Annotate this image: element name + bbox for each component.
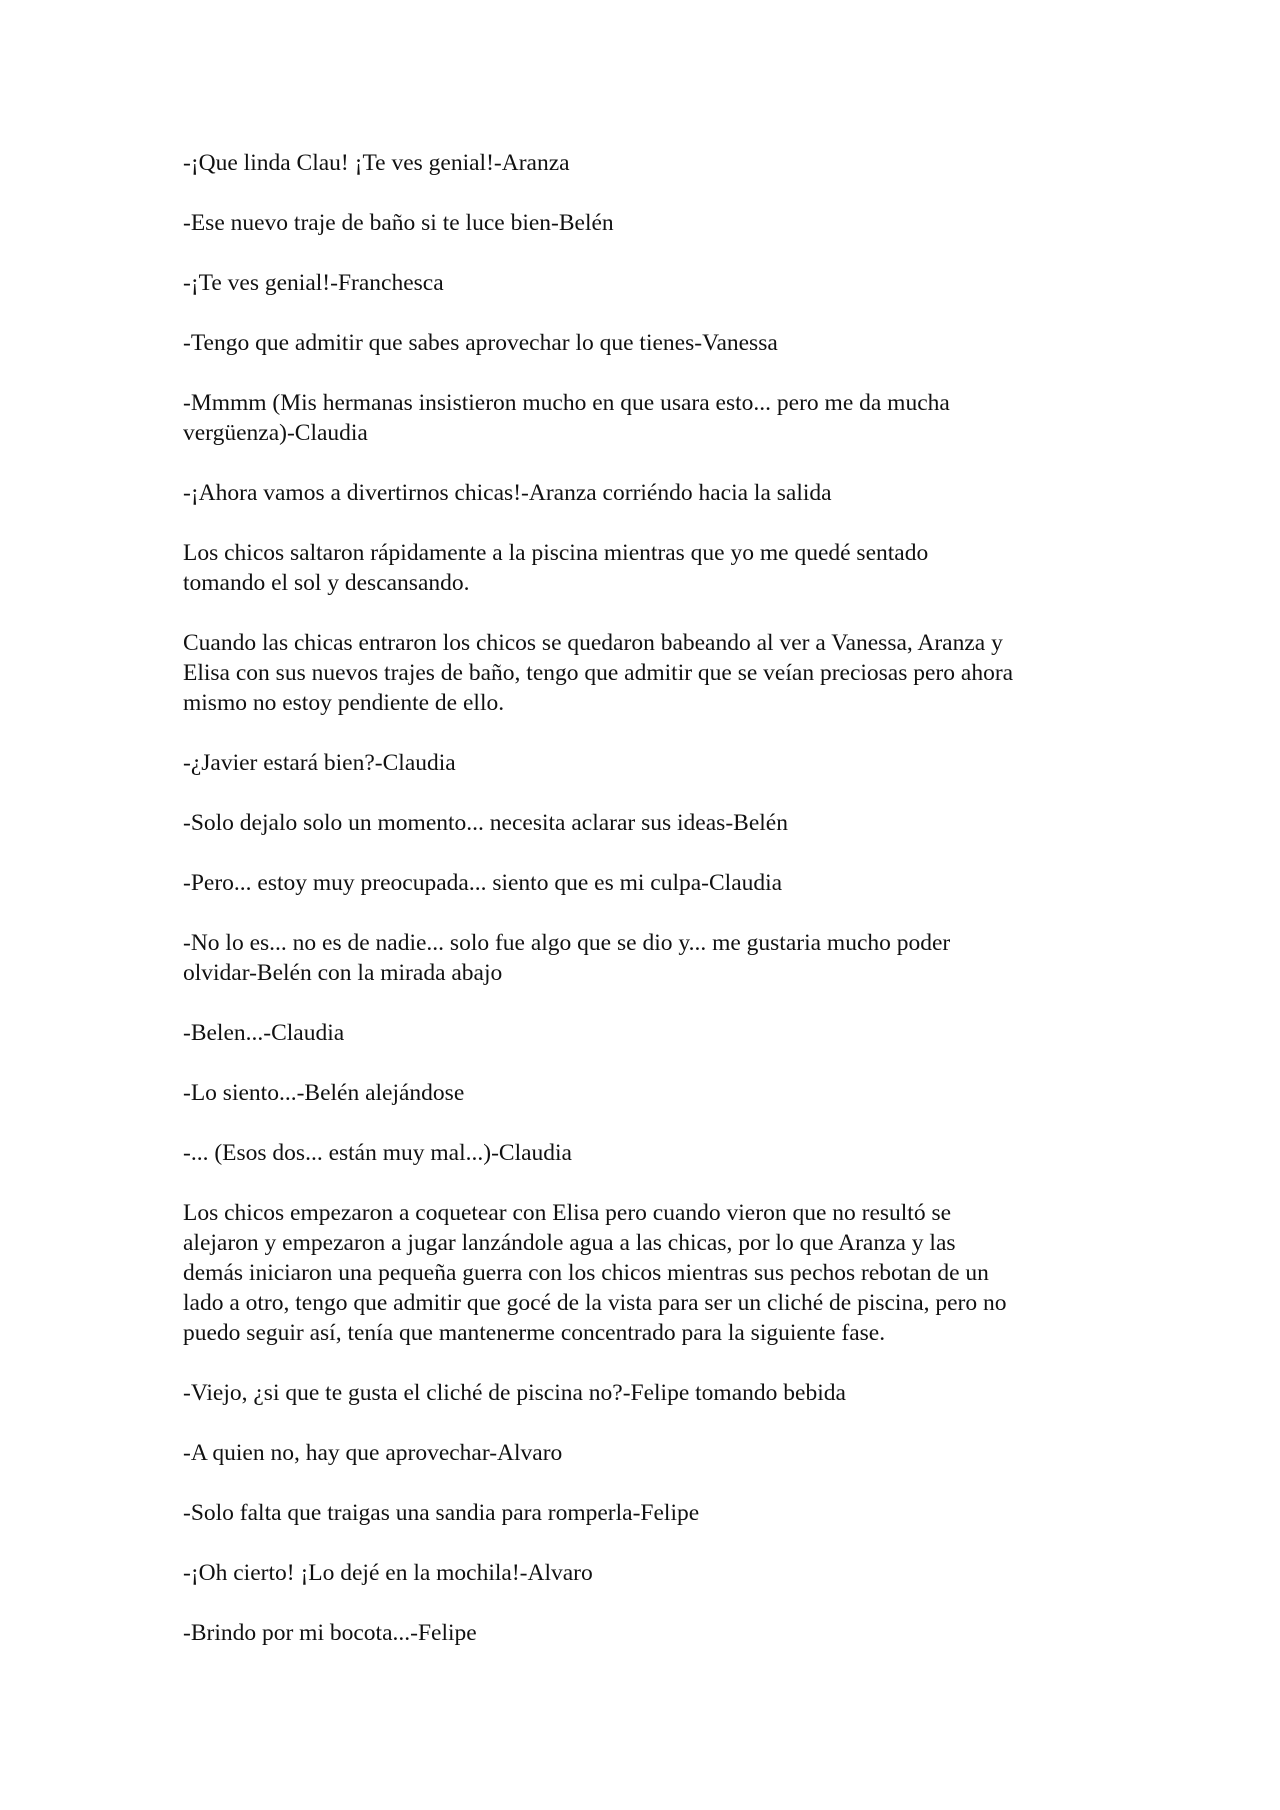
paragraph: -¡Ahora vamos a divertirnos chicas!-Aranza corriéndo hacia la salida bbox=[183, 480, 832, 506]
paragraph: -¡Oh cierto! ¡Lo dejé en la mochila!-Alvaro bbox=[183, 1560, 593, 1586]
paragraph: -A quien no, hay que aprovechar-Alvaro bbox=[183, 1440, 563, 1466]
paragraph: Cuando las chicas entraron los chicos se quedaron babeando al ver a Vanessa, Aranza y Elisa con sus nuevos trajes de baño, tengo que admitir que se veían preciosas pero ahora mismo no estoy pendiente de ello. bbox=[183, 630, 1014, 716]
paragraph: -No lo es... no es de nadie... solo fue algo que se dio y... me gustaria mucho poder olvidar-Belén con la mirada abajo bbox=[183, 930, 951, 986]
paragraph: -Viejo, ¿si que te gusta el cliché de piscina no?-Felipe tomando bebida bbox=[183, 1380, 846, 1406]
paragraph: Los chicos empezaron a coquetear con Elisa pero cuando vieron que no resultó se alejaron y empezaron a jugar lanzándole agua a las chicas, por lo que Aranza y las demás iniciaron una pequeña guerra con los chicos mientras sus pechos rebotan de un lado a otro, tengo que admitir que gocé de la vista para ser un cliché de piscina, pero no puedo seguir así, tenía que mantenerme concentrado para la siguiente fase. bbox=[183, 1200, 1007, 1346]
paragraph: Los chicos saltaron rápidamente a la piscina mientras que yo me quedé sentado tomando el sol y descansando. bbox=[183, 540, 929, 596]
paragraph: -Mmmm (Mis hermanas insistieron mucho en que usara esto... pero me da mucha vergüenza)-Claudia bbox=[183, 390, 950, 446]
paragraph: -Belen...-Claudia bbox=[183, 1020, 345, 1046]
paragraph: -Ese nuevo traje de baño si te luce bien-Belén bbox=[183, 210, 614, 236]
paragraph: -¡Te ves genial!-Franchesca bbox=[183, 270, 444, 296]
paragraph: -¿Javier estará bien?-Claudia bbox=[183, 750, 456, 776]
document-page bbox=[183, 148, 1103, 1678]
paragraph: -Brindo por mi bocota...-Felipe bbox=[183, 1620, 477, 1646]
paragraph: -Pero... estoy muy preocupada... siento que es mi culpa-Claudia bbox=[183, 870, 783, 896]
paragraph: -Tengo que admitir que sabes aprovechar lo que tienes-Vanessa bbox=[183, 330, 778, 356]
paragraph: -Solo dejalo solo un momento... necesita aclarar sus ideas-Belén bbox=[183, 810, 788, 836]
paragraph: -... (Esos dos... están muy mal...)-Claudia bbox=[183, 1140, 572, 1166]
paragraph: -Solo falta que traigas una sandia para romperla-Felipe bbox=[183, 1500, 700, 1526]
paragraph: -Lo siento...-Belén alejándose bbox=[183, 1080, 465, 1106]
paragraph: -¡Que linda Clau! ¡Te ves genial!-Aranza bbox=[183, 150, 570, 176]
